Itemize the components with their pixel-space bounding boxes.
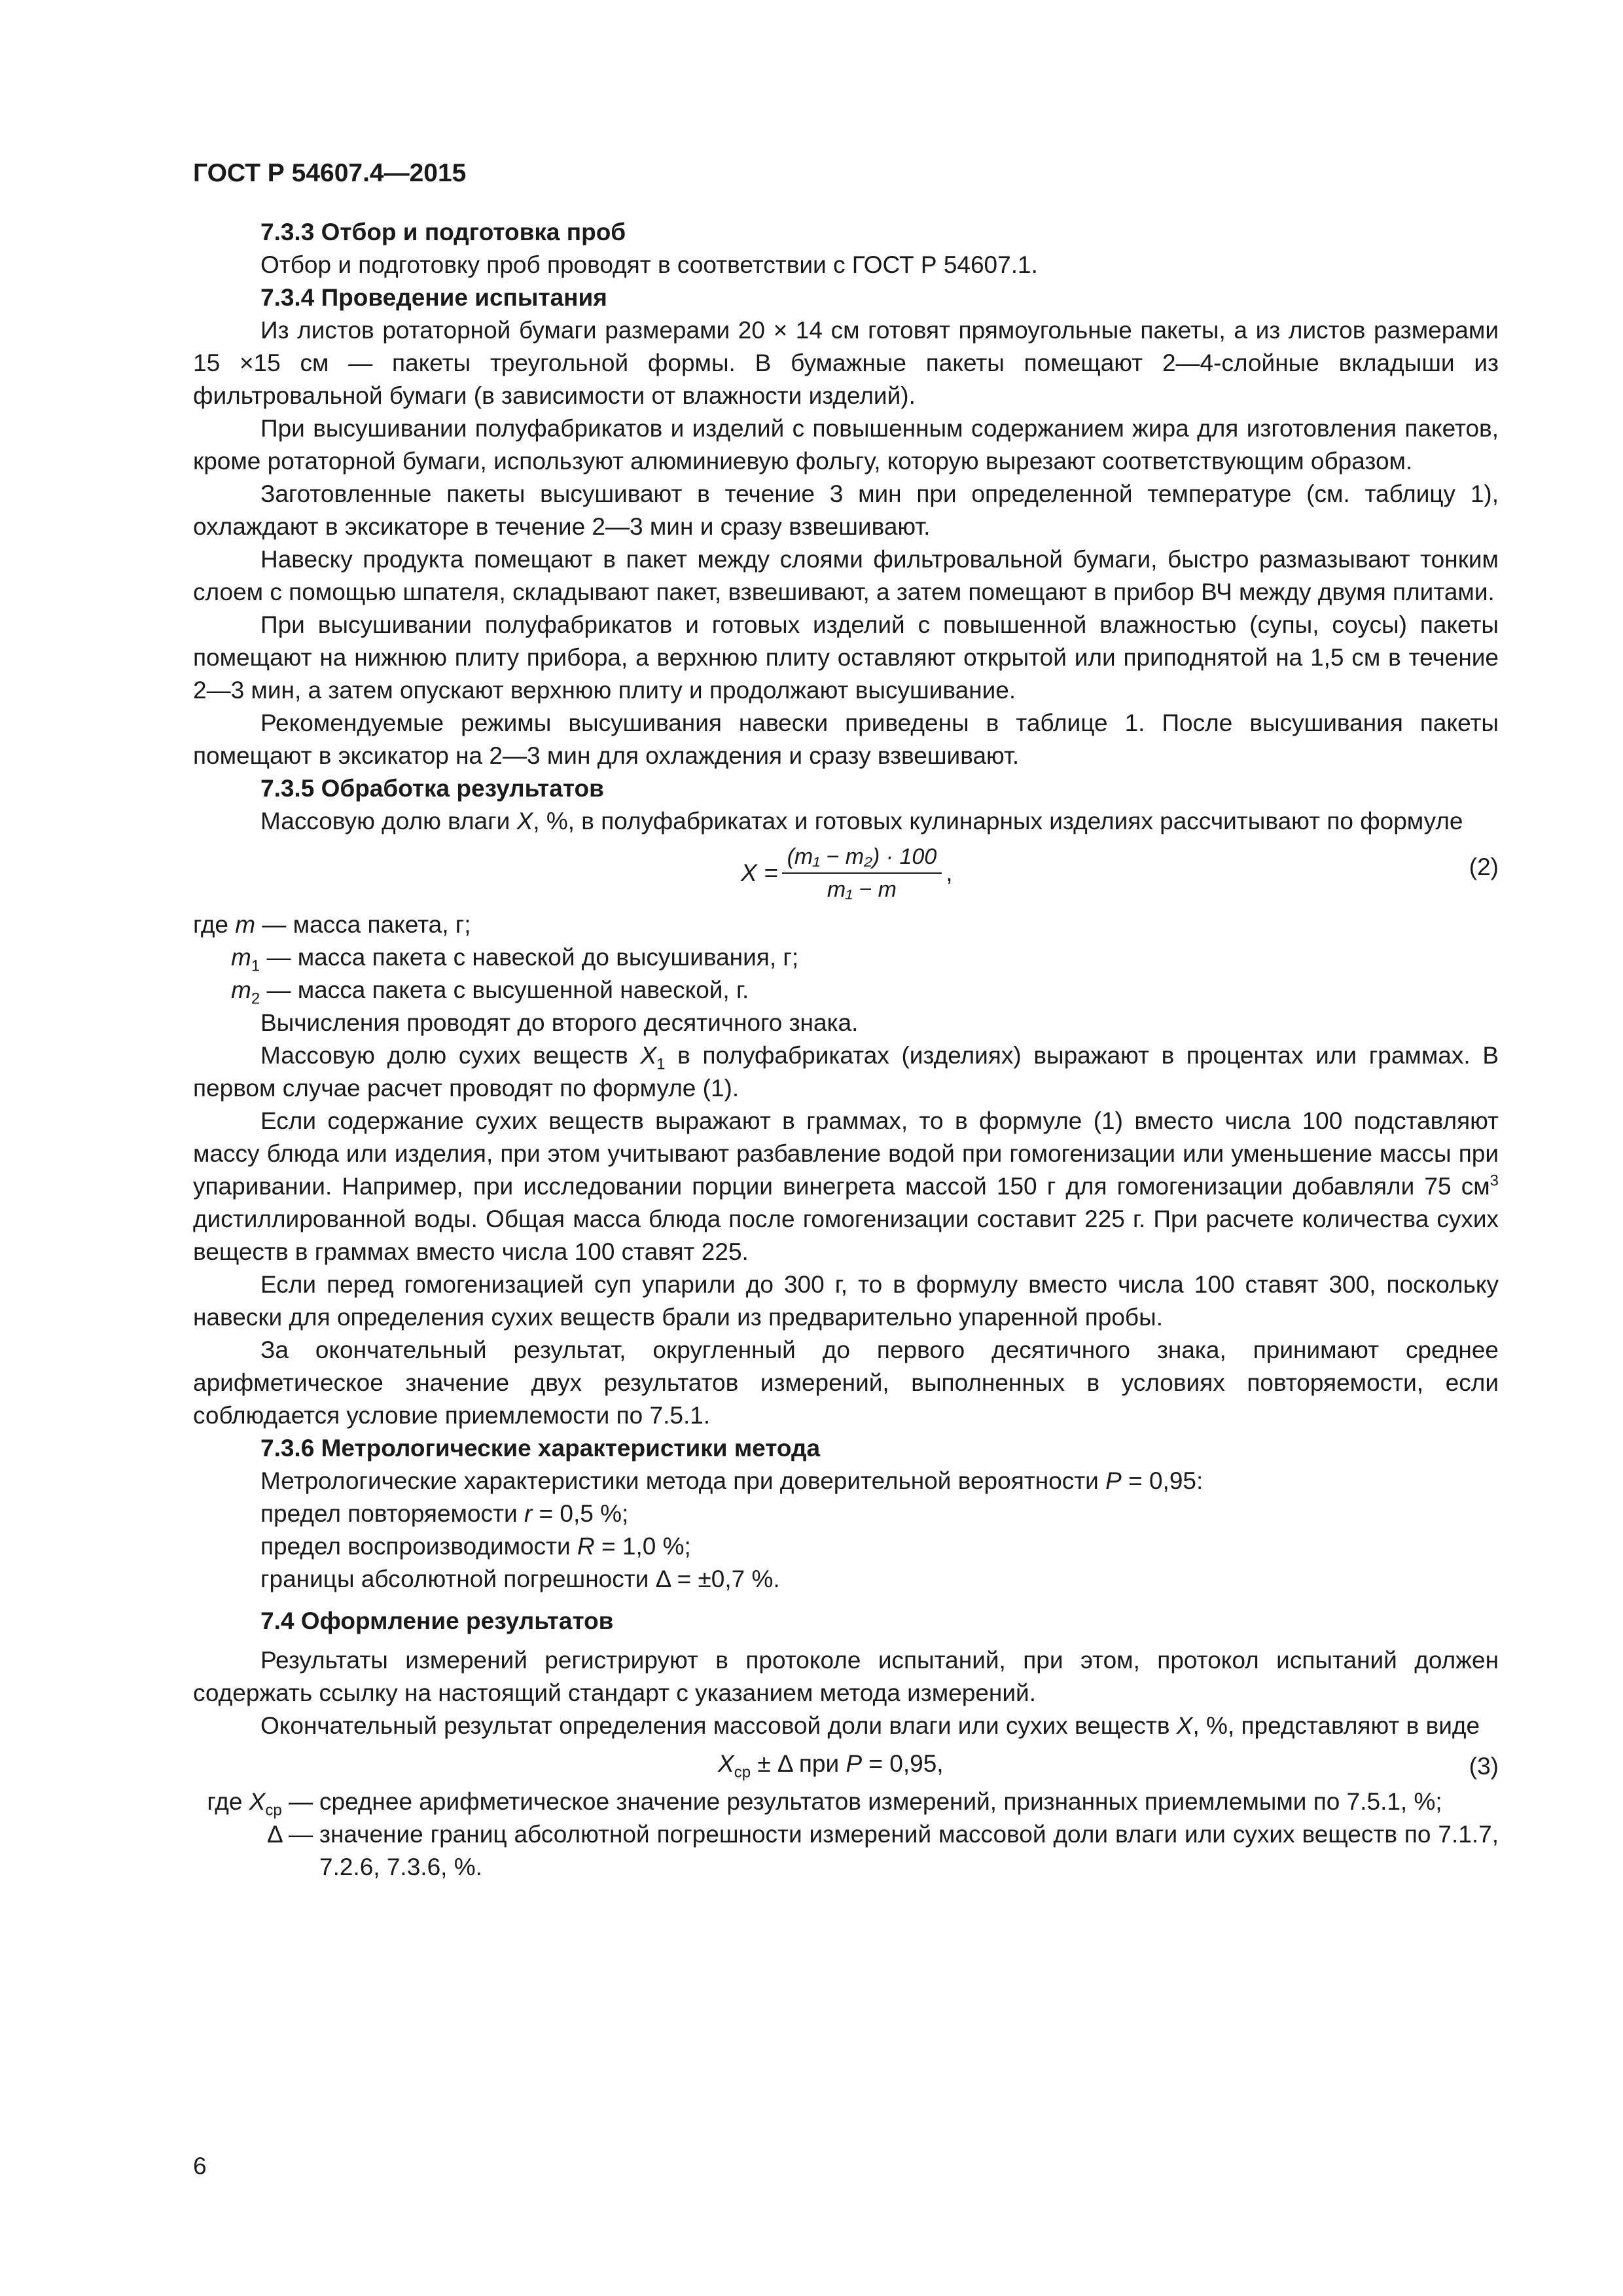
variable: P <box>846 1750 863 1777</box>
text: дистиллированной воды. Общая масса блюда после гомогенизации составит 225 г. При расчете количества сухих веществ в граммах вместо числа 100 ставят 225. <box>193 1206 1499 1265</box>
variable: R <box>577 1533 595 1560</box>
text: = 0,95, <box>862 1750 944 1777</box>
formula-numerator: (m₁ − m₂) · 100 <box>782 841 942 874</box>
variable: m <box>231 977 251 1003</box>
variable: m <box>231 944 251 971</box>
variable: m <box>235 911 256 938</box>
paragraph: При высушивании полуфабрикатов и готовых изделий с повышенной влажностью (супы, соусы) пакеты помещают на нижнюю плиту прибора, а верхнюю плиту оставляют открытой или приподнятой на 1,5 см в течение 2—3 мин, а затем опускают верхнюю плиту и продолжают высушивание. <box>193 611 1499 704</box>
paragraph: Заготовленные пакеты высушивают в течение 3 мин при определенной температуре (см. таблицу 1), охлаждают в эксикаторе в течение 2—3 мин и сразу взвешивают. <box>193 480 1499 540</box>
section-7-3-4-title: 7.3.4 Проведение испытания <box>260 284 607 311</box>
where-line <box>193 908 1499 941</box>
equation-number: (3) <box>1469 1753 1499 1780</box>
equation-number: (2) <box>1469 853 1499 880</box>
text: предел повторяемости <box>260 1500 524 1527</box>
text: — <box>281 1788 313 1815</box>
where-line <box>193 941 1499 974</box>
paragraph <box>193 805 1499 838</box>
text: Окончательный результат определения массовой доли влаги или сухих веществ <box>260 1712 1177 1739</box>
paragraph: За окончательный результат, округленный до первого десятичного знака, принимают среднее арифметическое значение двух результатов измерений, выполненных в условиях повторяемости, если соблюдается условие приемлемости по 7.5.1. <box>193 1336 1499 1429</box>
variable: X <box>249 1788 266 1815</box>
formula-body <box>718 1748 944 1780</box>
section-7-4-title: 7.4 Оформление результатов <box>260 1607 614 1634</box>
formula-2 <box>193 838 1499 908</box>
subscript: ср <box>265 1801 282 1820</box>
paragraph: Отбор и подготовку проб проводят в соответствии с ГОСТ Р 54607.1. <box>260 251 1038 278</box>
text: где <box>207 1788 249 1815</box>
metrology-line <box>193 1530 1499 1563</box>
text: — масса пакета с высушенной навеской, г. <box>260 977 749 1003</box>
subscript: 1 <box>251 957 260 975</box>
superscript: 3 <box>1489 1172 1499 1190</box>
formula-3 <box>193 1742 1499 1785</box>
where-line <box>193 974 1499 1007</box>
metrology-line <box>193 1498 1499 1530</box>
variable: X <box>1176 1712 1193 1739</box>
document-page <box>193 157 1499 1884</box>
text: = 0,5 %; <box>532 1500 629 1527</box>
text: Метрологические характеристики метода при доверительной вероятности <box>260 1467 1106 1494</box>
subscript: 2 <box>251 990 260 1008</box>
metrology-line <box>193 1465 1499 1498</box>
paragraph: Навеску продукта помещают в пакет между слоями фильтровальной бумаги, быстро размазывают тонким слоем с помощью шпателя, складывают пакет, взвешивают, а затем помещают в прибор ВЧ между двумя плитами. <box>193 546 1499 605</box>
section-7-3-5-title: 7.3.5 Обработка результатов <box>260 775 604 802</box>
text: в полуфабрикатах (изделиях) выражают в процентах или граммах. В первом случае расчет проводят по формуле (1). <box>193 1042 1499 1102</box>
metrology-line: границы абсолютной погрешности Δ = ±0,7 %. <box>260 1566 780 1592</box>
paragraph: При высушивании полуфабрикатов и изделий с повышенным содержанием жира для изготовления пакетов, кроме ротаторной бумаги, используют алюминиевую фольгу, которую вырезают соответствующим образом. <box>193 415 1499 475</box>
text: ± Δ при <box>751 1750 846 1777</box>
variable: r <box>524 1500 533 1527</box>
text: где <box>193 911 236 938</box>
text: = 1,0 %; <box>594 1533 691 1560</box>
page-number: 6 <box>193 2153 207 2179</box>
section-7-3-6-title: 7.3.6 Метрологические характеристики метода <box>260 1435 821 1462</box>
variable: X <box>640 1042 657 1069</box>
section-7-3-3-title: 7.3.3 Отбор и подготовка проб <box>260 219 626 245</box>
definition-key <box>193 1785 319 1818</box>
definition-value: значение границ абсолютной погрешности измерений массовой доли влаги или сухих веществ по 7.1.7, 7.2.6, 7.3.6, %. <box>319 1821 1499 1880</box>
formula-comma: , <box>946 859 953 886</box>
text: — масса пакета, г; <box>255 911 471 938</box>
variable: X <box>516 808 533 834</box>
text: — масса пакета с навеской до высушивания, г; <box>260 944 799 971</box>
paragraph <box>193 1710 1499 1742</box>
document-header: ГОСТ Р 54607.4—2015 <box>193 159 467 187</box>
paragraph: Из листов ротаторной бумаги размерами 20 × 14 см готовят прямоугольные пакеты, а из листов размерами 15 ×15 см — пакеты треугольной формы. В бумажные пакеты помещают 2—4-слойные вкладыши из фильтровальной бумаги (в зависимости от влажности изделий). <box>193 317 1499 409</box>
text: Если содержание сухих веществ выражают в граммах, то в формуле (1) вместо числа 100 подставляют массу блюда или изделия, при этом учитывают разбавление водой при гомогенизации или уменьшение массы при упаривании. Например, при исследовании порции винегрета массой 150 г для гомогенизации добавляли 75 см <box>193 1107 1499 1200</box>
paragraph: Рекомендуемые режимы высушивания навески приведены в таблице 1. После высушивания пакеты помещают в эксикатор на 2—3 мин для охлаждения и сразу взвешивают. <box>193 709 1499 769</box>
paragraph: Вычисления проводят до второго десятичного знака. <box>260 1009 859 1036</box>
text: , %, в полуфабрикатах и готовых кулинарных изделиях рассчитывают по формуле <box>533 808 1463 834</box>
paragraph <box>193 1039 1499 1105</box>
formula-lhs: X = <box>741 859 778 886</box>
formula-denominator: m₁ − m <box>827 877 897 902</box>
definition-key: Δ — <box>267 1821 313 1848</box>
subscript: 1 <box>656 1055 666 1073</box>
definition-list <box>193 1785 1499 1884</box>
paragraph: Результаты измерений регистрируют в протоколе испытаний, при этом, протокол испытаний должен содержать ссылку на настоящий стандарт с указанием метода измерений. <box>193 1647 1499 1706</box>
definition-value: среднее арифметическое значение результатов измерений, признанных приемлемыми по 7.5.1, %; <box>319 1788 1442 1815</box>
text: Массовую долю сухих веществ <box>260 1042 641 1069</box>
text: предел воспроизводимости <box>260 1533 577 1560</box>
paragraph: Если перед гомогенизацией суп упарили до 300 г, то в формулу вместо числа 100 ставят 300, поскольку навески для определения сухих веществ брали из предварительно упаренной пробы. <box>193 1271 1499 1331</box>
variable: P <box>1105 1467 1122 1494</box>
text: , %, представляют в виде <box>1192 1712 1480 1739</box>
text: = 0,95: <box>1121 1467 1204 1494</box>
subscript: ср <box>734 1763 751 1782</box>
variable: X <box>718 1750 734 1777</box>
text: Массовую долю влаги <box>260 808 517 834</box>
paragraph <box>193 1105 1499 1268</box>
